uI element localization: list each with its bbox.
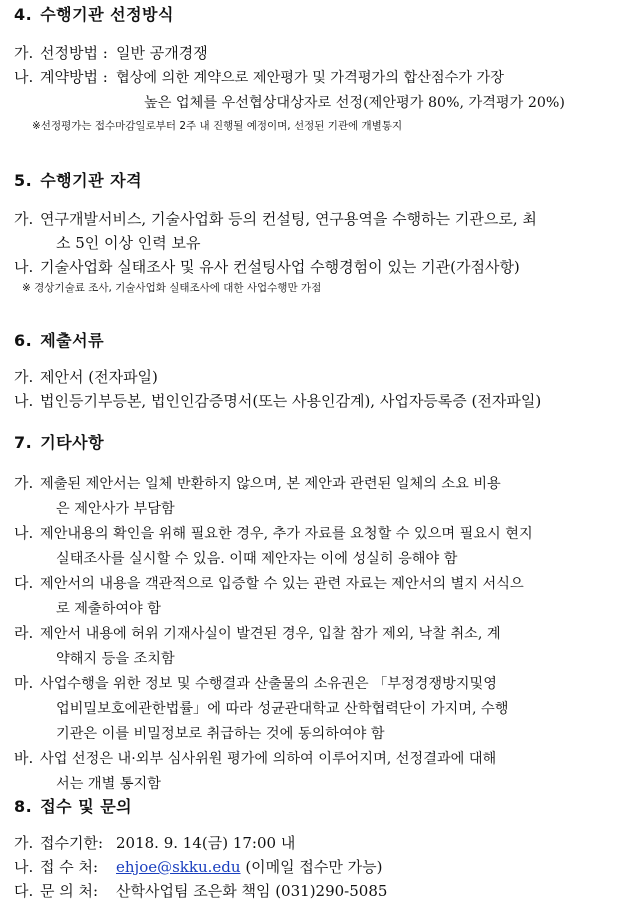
item-text: 제안서의 내용을 객관적으로 입증할 수 있는 관련 자료는 제안서의 별지 서식으 xyxy=(40,576,524,592)
section-title: 제출서류 xyxy=(40,331,105,350)
item-text: 로 제출하여야 함 xyxy=(56,601,161,617)
item-text: 약해지 등을 조치함 xyxy=(56,651,175,667)
item-marker: 나. xyxy=(14,258,34,276)
section-qualification xyxy=(14,168,619,297)
list-item xyxy=(14,365,619,389)
item-marker: 가. xyxy=(14,210,34,228)
section-number: 6. xyxy=(14,331,33,350)
item-label: 선정방법 : xyxy=(40,44,108,62)
section-number: 5. xyxy=(14,171,33,190)
section-number: 8. xyxy=(14,797,33,816)
item-text: 서는 개별 통지함 xyxy=(56,776,161,792)
section-heading xyxy=(14,2,619,25)
section-title: 수행기관 선정방식 xyxy=(40,5,174,24)
item-marker: 나. xyxy=(14,858,34,876)
item-marker: 마. xyxy=(14,674,34,692)
item-marker: 가. xyxy=(14,44,34,62)
list-item xyxy=(14,671,619,696)
item-text: 일반 공개경쟁 xyxy=(116,44,208,62)
item-marker: 나. xyxy=(14,524,34,542)
item-marker: 가. xyxy=(14,474,34,492)
list-item-continuation xyxy=(14,696,619,721)
list-item-continuation xyxy=(14,596,619,621)
item-text: 2018. 9. 14(금) 17:00 내 xyxy=(116,834,296,852)
section-number: 4. xyxy=(14,5,33,24)
email-link[interactable]: ehjoe@skku.edu xyxy=(116,858,241,876)
list-item-continuation xyxy=(14,646,619,671)
item-text: 법인등기부등본, 법인인감증명서(또는 사용인감계), 사업자등록증 (전자파일) xyxy=(40,392,542,410)
section-contact xyxy=(14,794,619,903)
list-item xyxy=(14,746,619,771)
item-marker: 가. xyxy=(14,368,34,386)
list-item xyxy=(14,389,619,413)
item-text: 소 5인 이상 인력 보유 xyxy=(56,234,201,252)
section-heading xyxy=(14,794,619,817)
section-documents xyxy=(14,328,619,413)
item-text: 제출된 제안서는 일체 반환하지 않으며, 본 제안과 관련된 일체의 소요 비용 xyxy=(40,476,501,492)
list-item-continuation xyxy=(14,546,619,571)
item-marker: 나. xyxy=(14,392,34,410)
list-item xyxy=(14,255,619,279)
item-label: 접 수 처: xyxy=(40,858,99,876)
list-item-continuation xyxy=(14,496,619,521)
list-item xyxy=(14,41,619,65)
item-text: 연구개발서비스, 기술사업화 등의 컨설팅, 연구용역을 수행하는 기관으로, 최 xyxy=(40,210,537,228)
item-text: 높은 업체를 우선협상대상자로 선정(제안평가 80%, 가격평가 20%) xyxy=(144,95,565,111)
list-item xyxy=(14,855,619,879)
item-text: 제안서 (전자파일) xyxy=(40,368,158,386)
item-text: 산학사업팀 조은화 책임 (031)290-5085 xyxy=(116,882,388,900)
item-marker: 라. xyxy=(14,624,34,642)
item-text: 사업수행을 위한 정보 및 수행결과 산출물의 소유권은 「부정경쟁방지및영 xyxy=(40,676,497,692)
item-marker: 다. xyxy=(14,574,34,592)
list-item-continuation xyxy=(14,771,619,796)
item-text: 실태조사를 실시할 수 있음. 이때 제안자는 이에 성실히 응해야 함 xyxy=(56,551,458,567)
list-item xyxy=(14,571,619,596)
section-title: 기타사항 xyxy=(40,433,105,452)
section-selection-method xyxy=(14,2,619,135)
item-marker: 다. xyxy=(14,882,34,900)
section-number: 7. xyxy=(14,433,33,452)
section-title: 접수 및 문의 xyxy=(40,797,133,816)
section-heading xyxy=(14,168,619,191)
section-heading xyxy=(14,328,619,351)
item-label: 계약방법 : xyxy=(40,68,108,86)
list-item-continuation xyxy=(14,721,619,746)
item-text: 기술사업화 실태조사 및 유사 컨설팅사업 수행경험이 있는 기관(가점사항) xyxy=(40,258,520,276)
footnote: ※선정평가는 접수마감일로부터 2주 내 진행될 예정이며, 선정된 기관에 개별통지 xyxy=(32,120,403,132)
item-text: 기관은 이를 비밀정보로 취급하는 것에 동의하여야 함 xyxy=(56,726,385,742)
list-item xyxy=(14,65,619,90)
item-text: 업비밀보호에관한법률」에 따라 성균관대학교 산학협력단이 가지며, 수행 xyxy=(56,701,509,717)
list-item xyxy=(14,879,619,903)
list-item-continuation xyxy=(14,231,619,255)
list-item xyxy=(14,471,619,496)
footnote: ※ 경상기술료 조사, 기술사업화 실태조사에 대한 사업수행만 가점 xyxy=(22,282,322,294)
item-text: 협상에 의한 계약으로 제안평가 및 가격평가의 합산점수가 가장 xyxy=(116,70,504,86)
list-item xyxy=(14,621,619,646)
list-item xyxy=(14,207,619,231)
item-text: 사업 선정은 내·외부 심사위원 평가에 의하여 이루어지며, 선정결과에 대해 xyxy=(40,751,497,767)
list-item xyxy=(14,831,619,855)
item-text: 제안서 내용에 허위 기재사실이 발견된 경우, 입찰 참가 제외, 낙찰 취소, 계 xyxy=(40,626,501,642)
item-label: 접수기한: xyxy=(40,834,104,852)
section-other xyxy=(14,430,619,796)
item-marker: 나. xyxy=(14,68,34,86)
section-title: 수행기관 자격 xyxy=(40,171,143,190)
item-text: 제안내용의 확인을 위해 필요한 경우, 추가 자료를 요청할 수 있으며 필요시 현지 xyxy=(40,526,533,542)
list-item-continuation xyxy=(14,90,619,115)
item-label: 문 의 처: xyxy=(40,882,99,900)
section-heading xyxy=(14,430,619,453)
item-marker: 가. xyxy=(14,834,34,852)
item-marker: 바. xyxy=(14,749,34,767)
item-text: 은 제안사가 부담함 xyxy=(56,501,175,517)
item-text: (이메일 접수만 가능) xyxy=(245,858,383,876)
list-item xyxy=(14,521,619,546)
